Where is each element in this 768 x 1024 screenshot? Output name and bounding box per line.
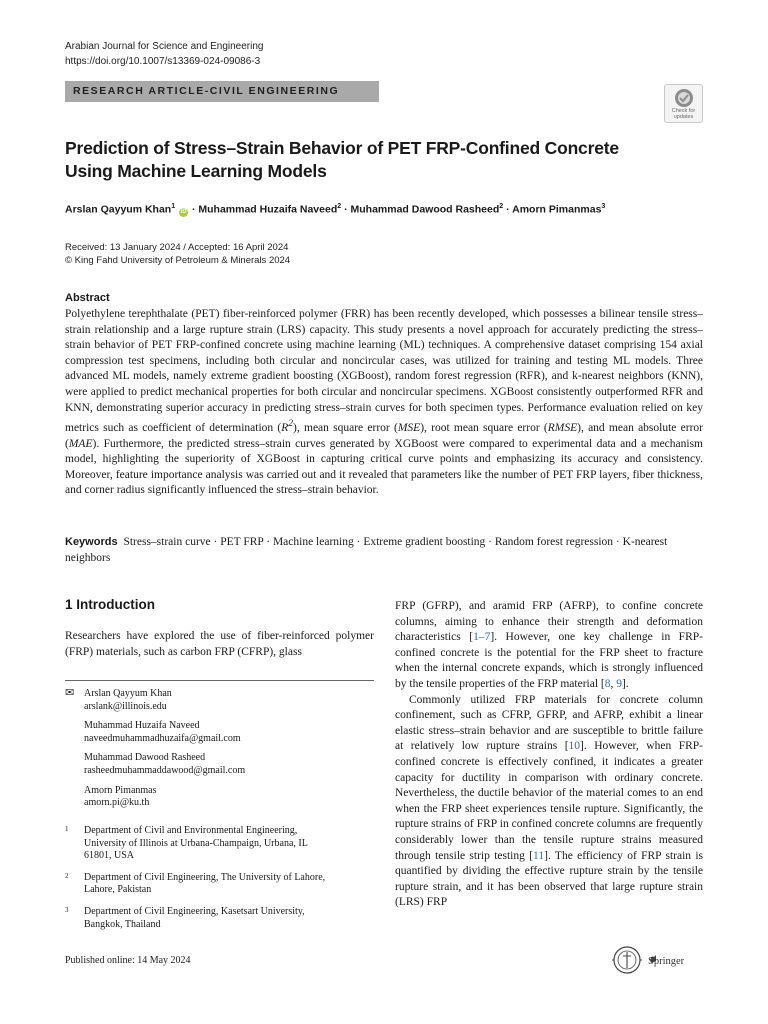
published-date: Published online: 14 May 2024	[65, 955, 191, 966]
affiliation-number: 3	[65, 905, 69, 914]
author-separator: ·	[503, 203, 513, 216]
title-line-2: Using Machine Learning Models	[65, 161, 327, 181]
affiliations-list	[65, 825, 374, 940]
envelope-icon: ✉	[65, 687, 75, 699]
affiliation-line: 61801, USA	[84, 850, 135, 862]
keywords-section	[65, 534, 703, 566]
introduction-paragraph	[395, 693, 703, 911]
check-updates-label-2: updates	[673, 114, 694, 120]
contact-name: Muhammad Huzaifa Naveed	[84, 720, 200, 732]
author-affiliation-mark: 2	[337, 203, 342, 210]
contact-email[interactable]: amorn.pi@ku.th	[84, 797, 150, 809]
rmse-abbrev: RMSE	[547, 421, 578, 434]
affiliation-line: Department of Civil Engineering, The University of Lahore,	[84, 871, 326, 883]
mse-abbrev: MSE	[397, 421, 421, 434]
article-dates	[65, 241, 290, 267]
body-text: ].	[621, 677, 629, 690]
journal-name: Arabian Journal for Science and Engineering	[65, 41, 264, 52]
author-name[interactable]: Muhammad Dawood Rasheed	[350, 203, 500, 216]
ornament-stroke	[623, 952, 631, 968]
article-type-banner: RESEARCH ARTICLE-CIVIL ENGINEERING	[65, 81, 379, 102]
mae-abbrev: MAE	[68, 437, 93, 450]
orcid-icon[interactable]: iD	[180, 208, 187, 215]
affiliation-number: 2	[65, 871, 69, 880]
author-name[interactable]: Amorn Pimanmas	[512, 203, 602, 216]
affiliation-number: 1	[65, 825, 69, 833]
citation-link[interactable]: 8	[604, 677, 611, 690]
body-text: FRP (GFRP), and aramid FRP (AFRP), to confine concrete columns, aiming to enhance their strength and deformation characteristics [	[395, 600, 703, 644]
keywords-text: Stress–strain curve · PET FRP · Machine learning · Extreme gradient boosting · Random forest regression · K-nearest neighbors	[65, 536, 668, 564]
abstract-text: ), root mean square error (	[420, 421, 548, 434]
keywords-heading: Keywords	[65, 536, 118, 548]
author-list	[65, 203, 605, 217]
citation-link[interactable]: 9	[616, 677, 622, 690]
contact-email[interactable]: arslank@illinois.edu	[84, 700, 167, 712]
journal-header	[65, 40, 263, 69]
check-for-updates-button[interactable]	[664, 84, 703, 123]
received-accepted-dates: Received: 13 January 2024 / Accepted: 16 April 2024	[65, 242, 289, 253]
article-title	[65, 137, 665, 183]
body-text: ]. However, when FRP-confined concrete is effectively confined, it indicates a greater capacity for ductility in comparison with ordinary concrete. Nevertheless, the ductile behavior of the material comes to an end when the FRP sheet experiences tensile rupture. Significantly, the rupture strains of FRP in confined concrete columns are frequently considerably lower than the tensile rupture strains measured through tensile strip testing [	[395, 740, 703, 862]
introduction-heading: 1 Introduction	[65, 597, 155, 612]
author-name[interactable]: Arslan Qayyum Khan	[65, 203, 172, 216]
title-line-1: Prediction of Stress–Strain Behavior of PET FRP-Confined Concrete	[65, 138, 619, 158]
abstract-text: ). Furthermore, the predicted stress–strain curves generated by XGBoost were compared to experimental data and a mechanism model, highlighting the superiority of XGBoost in capturing critical curve points and emphasizing its accuracy and consistency. Moreover, feature importance analysis was carried out and it revealed that parameters like the number of PET FRP layers, fiber thickness, and corner radius significantly influenced the stress–strain behavior.	[65, 437, 703, 497]
citation-separator: ,	[610, 677, 617, 690]
affiliation-line: Bangkok, Thailand	[84, 918, 161, 930]
affiliation-line: Department of Civil Engineering, Kasetsart University,	[84, 905, 305, 917]
author-name[interactable]: Muhammad Huzaifa Naveed	[198, 203, 338, 216]
body-text: ]. However, one key challenge in FRP-confined concrete is the potential for the FRP sheet to fracture when the internal concrete expands, which is strongly influenced by the tensile properties of the FRP material [	[395, 631, 703, 690]
author-affiliation-mark: 2	[499, 203, 504, 210]
introduction-left-text: Researchers have explored the use of fiber-reinforced polymer (FRP) materials, such as carbon FRP (CFRP), glass	[65, 630, 374, 658]
affiliation-entry	[65, 906, 374, 931]
abstract-body	[65, 307, 703, 499]
contact-email[interactable]: rasheedmuhammaddawood@gmail.com	[84, 764, 246, 776]
publisher-name: Springer	[648, 956, 685, 967]
affiliation-line: Department of Civil and Environmental Engineering,	[84, 825, 298, 836]
contact-email[interactable]: naveedmuhammadhuzaifa@gmail.com	[84, 732, 241, 744]
copyright-notice: © King Fahd University of Petroleum & Minerals 2024	[65, 255, 291, 266]
contact-entry	[65, 752, 374, 777]
introduction-right-column	[395, 599, 703, 911]
footnote-divider	[65, 680, 374, 681]
abstract-text: ), and mean absolute error (	[65, 421, 703, 450]
r2-exponent: 2	[288, 418, 294, 430]
contact-entry	[65, 785, 374, 810]
introduction-paragraph	[395, 599, 703, 693]
contact-name: Amorn Pimanmas	[84, 784, 157, 796]
author-affiliation-mark: 1	[171, 203, 176, 210]
abstract-text: Polyethylene terephthalate (PET) fiber-reinforced polymer (FRR) has been recently developed, which possesses a bilinear tensile stress–strain relationship and a large rupture strain (LRS) capacity. This study presents a novel approach for accurately predicting the stress–strain behavior of PET FRP-confined concrete using machine learning (ML) techniques. A comprehensive dataset comprising 154 axial compression test specimens, including both circular and noncircular cases, was utilized for training and testing ML models. Three advanced ML models, namely extreme gradient boosting (XGBoost), random forest regression (RFR), and k-nearest neighbors (KNN), were applied to predict mechanical properties for both circular and noncircular specimens. XGBoost consistently outperformed RFR and KNN, demonstrating superior accuracy in predicting stress–strain curves for both specimen types. Performance evaluation relied on key metrics such as coefficient of determination (	[65, 308, 703, 434]
journal-doi-link[interactable]: https://doi.org/10.1007/s13369-024-09086-3	[65, 55, 261, 67]
check-updates-label-1: Check for	[671, 108, 696, 114]
corresponding-authors	[65, 688, 374, 817]
r2-symbol: R	[281, 421, 289, 434]
abstract-heading: Abstract	[65, 292, 110, 304]
body-text: ]. The efficiency of FRP strain is quantified by dividing the effective rupture strain by the tensile rupture strain, and it has been observed that large rupture strain (LRS) FRP	[395, 849, 704, 909]
citation-link[interactable]: 10	[568, 740, 581, 753]
body-text: Commonly utilized FRP materials for concrete column confinement, such as CFRP, GFRP, and AFRP, exhibit a linear elastic stress–strain behavior and are susceptible to brittle failure at relatively low rupture strains [	[395, 693, 703, 753]
contact-name: Arslan Qayyum Khan	[84, 688, 172, 699]
author-separator: ·	[189, 203, 199, 216]
author-separator: ·	[341, 203, 351, 216]
contact-entry	[65, 720, 374, 745]
author-affiliation-mark: 3	[601, 203, 606, 210]
citation-link[interactable]: 11	[533, 849, 545, 862]
affiliation-entry	[65, 872, 374, 897]
check-updates-icon	[673, 88, 695, 108]
abstract-text: ), mean square error (	[293, 421, 398, 434]
affiliation-line: University of Illinois at Urbana-Champaign, Urbana, IL	[84, 837, 308, 849]
affiliation-line: Lahore, Pakistan	[84, 884, 152, 896]
affiliation-entry	[65, 825, 374, 863]
contact-name: Muhammad Dawood Rasheed	[84, 752, 206, 764]
citation-link[interactable]: 1–7	[473, 631, 491, 644]
contact-entry	[65, 688, 374, 713]
